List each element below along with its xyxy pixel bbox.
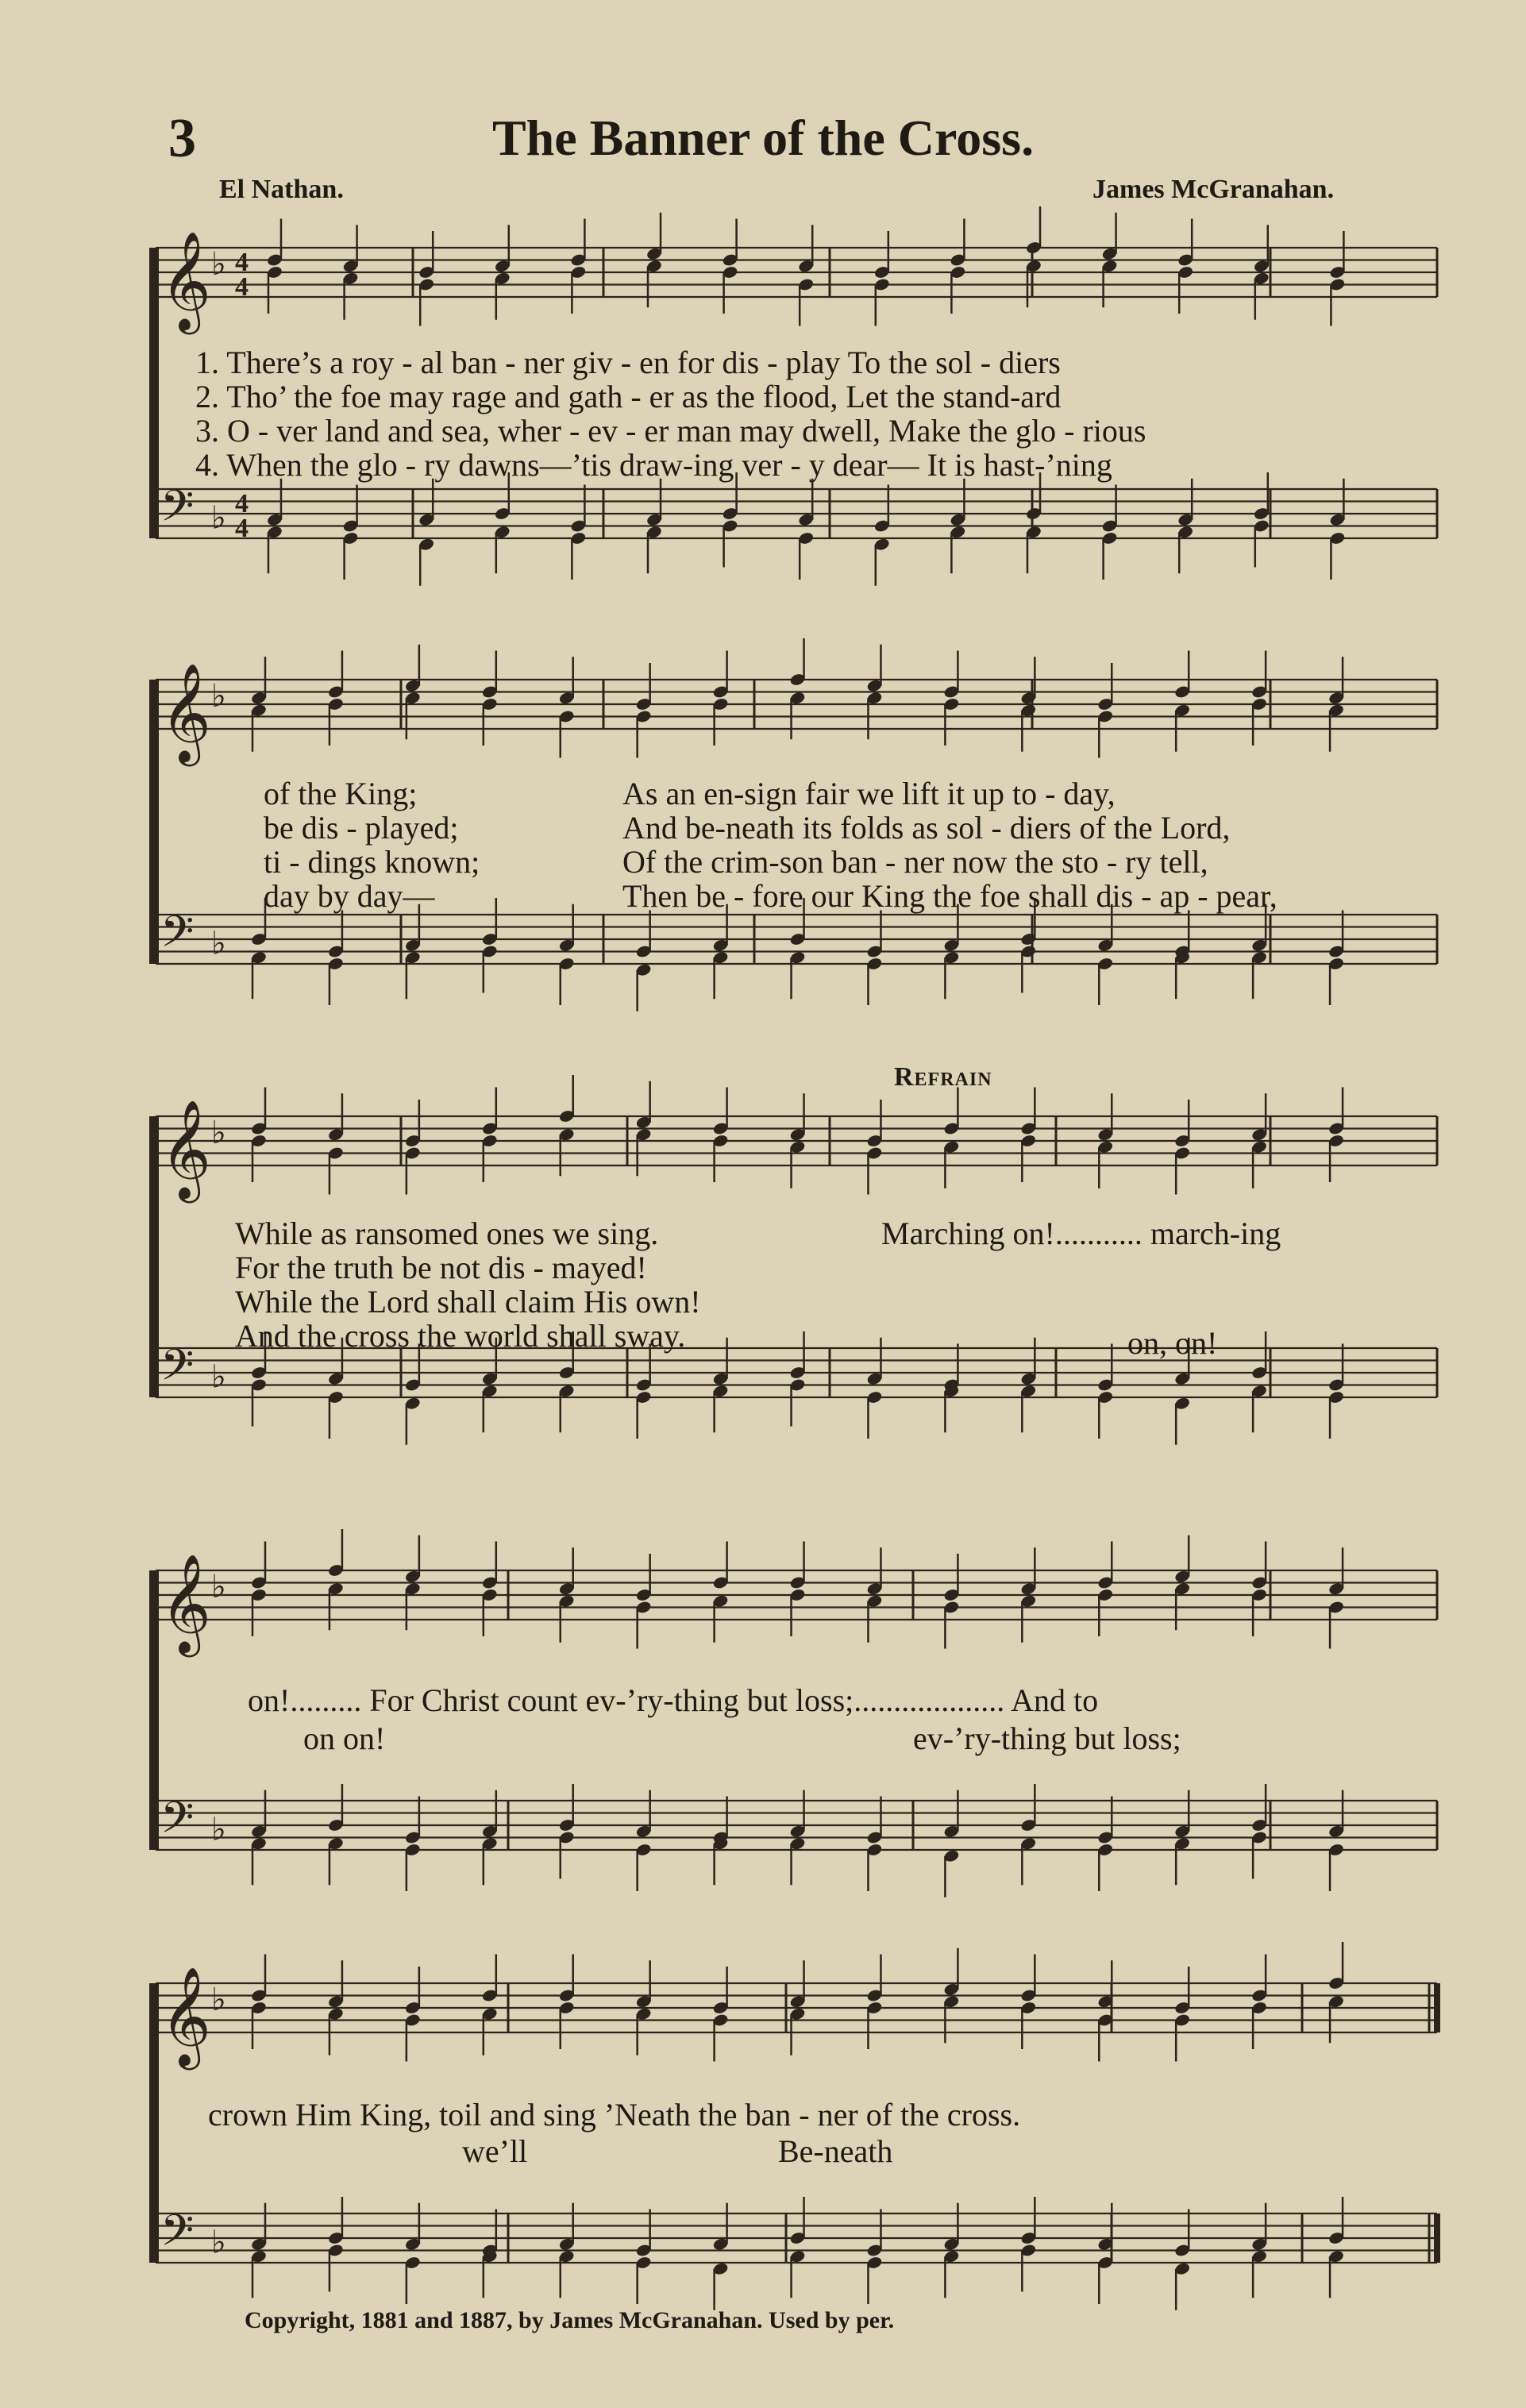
verse-3-line-3: While the Lord shall claim His own! (235, 1284, 701, 1320)
refrain-echo-well: we’ll (462, 2133, 528, 2169)
treble-staff (156, 1116, 1437, 1165)
system-bracket (149, 680, 159, 964)
refrain-echo-everything: ev-’ry-thing but loss; (913, 1720, 1181, 1756)
verse-1-line-2b: As an en-sign fair we lift it up to - day, (622, 776, 1116, 811)
key-signature-flat-icon: ♭ (211, 1982, 226, 2019)
treble-staff (156, 1983, 1437, 2032)
key-signature-flat-icon: ♭ (211, 925, 226, 962)
verse-2-line-3: For the truth be not dis - mayed! (235, 1250, 647, 1285)
verse-1-line-3: While as ransomed ones we sing. (235, 1216, 659, 1251)
verse-4-line-2b: Then be - fore our King the foe shall dis - ap - pear, (622, 878, 1277, 914)
key-signature-flat-icon: ♭ (211, 1115, 226, 1152)
treble-clef-icon: 𝄞 (160, 1554, 211, 1653)
time-signature-bottom: 4 (235, 514, 249, 543)
system-bracket (149, 248, 159, 538)
treble-clef-icon: 𝄞 (160, 663, 211, 762)
treble-clef-icon: 𝄞 (160, 1100, 211, 1199)
composer: James McGranahan. (1092, 175, 1335, 204)
refrain-echo-on-on-2: on on! (303, 1720, 386, 1756)
verse-4-line-2a: day by day— (264, 878, 435, 914)
bass-clef-icon: 𝄢 (160, 1792, 195, 1854)
verse-3-line-2a: ti - dings known; (264, 844, 480, 880)
key-signature-flat-icon: ♭ (211, 1811, 226, 1848)
time-signature-top: 4 (235, 248, 249, 277)
bass-clef-icon: 𝄢 (160, 480, 195, 542)
refrain-echo-on-on: on, on! (1127, 1325, 1218, 1361)
verse-2-line-2b: And be-neath its folds as sol - diers of the Lord, (622, 810, 1231, 846)
bass-clef-icon: 𝄢 (160, 906, 195, 968)
treble-staff (156, 248, 1437, 297)
time-signature-bottom: 4 (235, 272, 249, 302)
system-bracket (149, 1570, 159, 1850)
hymn-number: 3 (168, 108, 196, 169)
final-barline-thick (1434, 1983, 1440, 2032)
key-signature-flat-icon: ♭ (211, 678, 226, 715)
verse-2-line-1: 2. Tho’ the foe may rage and gath - er as the flood, Let the stand-ard (195, 379, 1062, 414)
key-signature-flat-icon: ♭ (211, 1358, 226, 1396)
treble-staff (156, 680, 1437, 729)
verse-4-line-3: And the cross the world shall sway. (235, 1318, 686, 1354)
system-bracket (149, 1983, 159, 2263)
refrain-line-4: on!......... For Christ count ev-’ry-thing but loss;................... And to (248, 1682, 1099, 1718)
verse-1-line-2a: of the King; (264, 776, 418, 811)
key-signature-flat-icon: ♭ (211, 1569, 226, 1606)
refrain-label: Refrain (894, 1062, 992, 1092)
system-bracket (149, 1116, 159, 1397)
verse-4-line-1: 4. When the glo - ry dawns—’tis draw-ing ver - y dear— It is hast-’ning (195, 447, 1112, 483)
lyricist: El Nathan. (219, 175, 344, 204)
refrain-line-5: crown Him King, toil and sing ’Neath the ban - ner of the cross. (208, 2097, 1021, 2133)
key-signature-flat-icon: ♭ (211, 499, 226, 537)
time-signature-top: 4 (235, 489, 249, 518)
treble-clef-icon: 𝄞 (160, 1967, 211, 2066)
key-signature-flat-icon: ♭ (211, 246, 226, 283)
final-barline-thick (1434, 2213, 1440, 2263)
hymn-title: The Banner of the Cross. (491, 110, 1035, 166)
verse-3-line-2b: Of the crim-son ban - ner now the sto - ry tell, (622, 844, 1208, 880)
bass-clef-icon: 𝄢 (160, 1339, 195, 1401)
refrain-echo-beneath: Be-neath (778, 2133, 893, 2169)
verse-3-line-1: 3. O - ver land and sea, wher - ev - er man may dwell, Make the glo - rious (195, 413, 1146, 449)
verse-2-line-2a: be dis - played; (264, 810, 459, 846)
key-signature-flat-icon: ♭ (211, 2224, 226, 2261)
refrain-marching-on: Marching on!........... march-ing (881, 1216, 1281, 1251)
copyright-notice: Copyright, 1881 and 1887, by James McGranahan. Used by per. (245, 2307, 895, 2333)
verse-1-line-1: 1. There’s a roy - al ban - ner giv - en for dis - play To the sol - diers (195, 345, 1061, 380)
treble-clef-icon: 𝄞 (160, 231, 211, 330)
bass-clef-icon: 𝄢 (160, 2205, 195, 2267)
